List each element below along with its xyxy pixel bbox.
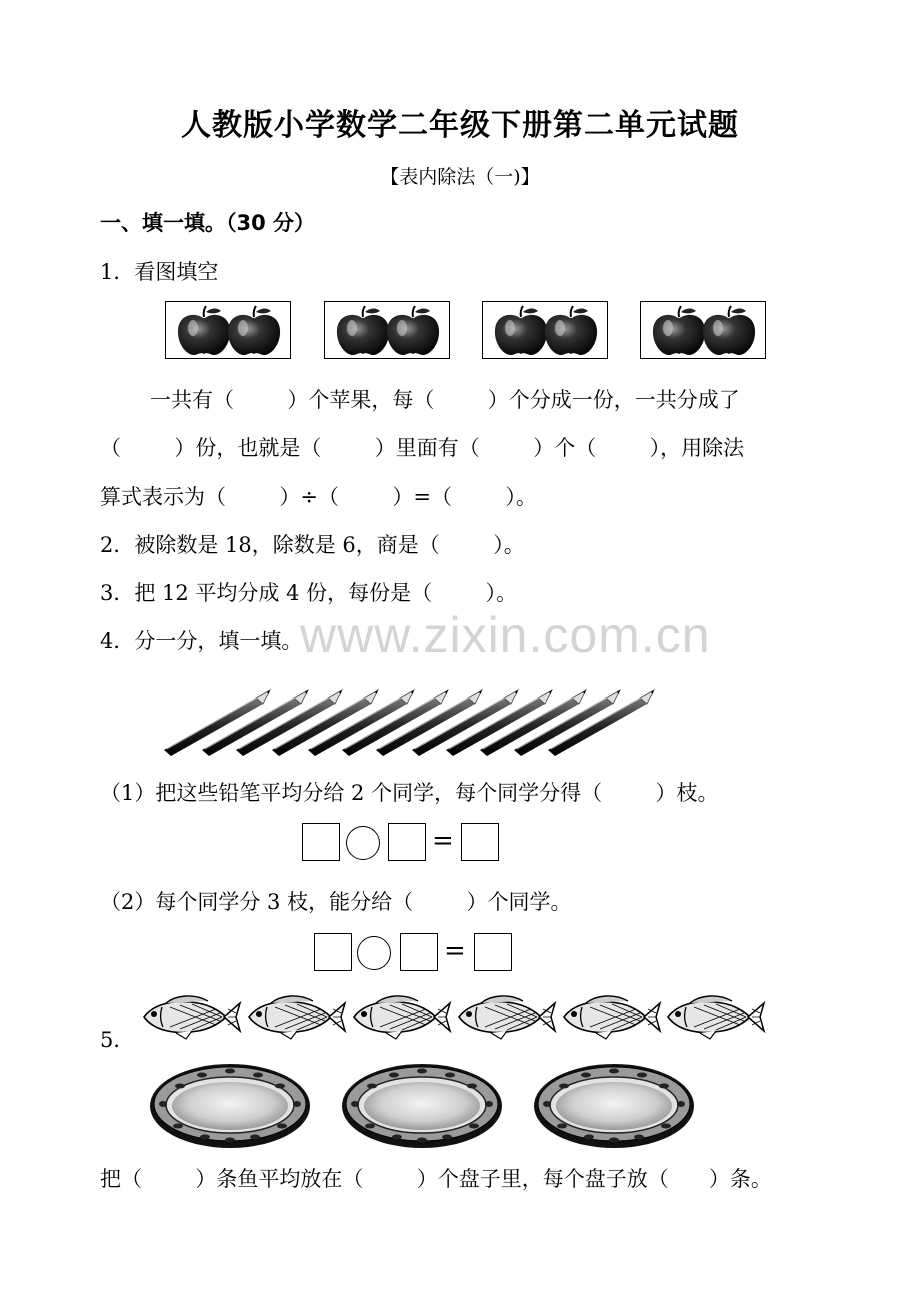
question-2: 2．被除数是 18，除数是 6，商是（ ）。 bbox=[100, 533, 525, 557]
question-4-label: 4．分一分，填一填。 bbox=[100, 629, 303, 653]
answer-box[interactable] bbox=[400, 933, 438, 971]
plate-icon bbox=[534, 1064, 694, 1148]
fish-icon bbox=[564, 996, 660, 1039]
page-subtitle: 【表内除法（一)】 bbox=[380, 166, 540, 188]
section-heading: 一、填一填。（30 分） bbox=[100, 211, 316, 235]
plates-illustration bbox=[150, 1064, 700, 1152]
fish-icon bbox=[459, 996, 555, 1039]
equals-sign: = bbox=[444, 936, 466, 966]
question-3: 3．把 12 平均分成 4 份，每份是（ ）。 bbox=[100, 581, 518, 605]
operator-circle[interactable] bbox=[346, 826, 380, 860]
answer-box[interactable] bbox=[474, 933, 512, 971]
page-title: 人教版小学数学二年级下册第二单元试题 bbox=[181, 108, 739, 143]
operator-circle[interactable] bbox=[357, 936, 391, 970]
apple-group bbox=[165, 301, 291, 359]
answer-box[interactable] bbox=[461, 823, 499, 861]
fish-illustration bbox=[136, 992, 768, 1042]
apple-icon bbox=[483, 302, 607, 358]
answer-box[interactable] bbox=[388, 823, 426, 861]
apple-group bbox=[324, 301, 450, 359]
plate-icon bbox=[342, 1064, 502, 1148]
answer-box[interactable] bbox=[302, 823, 340, 861]
fish-icon bbox=[144, 996, 240, 1039]
question-1-line-1: 一共有（ ）个苹果，每（ ）个分成一份，一共分成了 bbox=[150, 388, 740, 412]
question-4-sub-2: （2）每个同学分 3 枝，能分给（ ）个同学。 bbox=[100, 890, 572, 914]
apple-icon bbox=[166, 302, 290, 358]
question-5-text: 把（ ）条鱼平均放在（ ）个盘子里，每个盘子放（ ）条。 bbox=[100, 1167, 772, 1191]
fish-icon bbox=[668, 996, 764, 1039]
apple-group bbox=[482, 301, 608, 359]
apple-icon bbox=[325, 302, 449, 358]
fish-icon bbox=[354, 996, 450, 1039]
question-1-line-2: （ ）份，也就是（ ）里面有（ ）个（ ），用除法 bbox=[100, 436, 745, 460]
question-5-label: 5． bbox=[100, 1028, 135, 1052]
question-1-line-3: 算式表示为（ ）÷（ ）=（ ）。 bbox=[100, 485, 537, 509]
watermark: www.zixin.com.cn bbox=[300, 607, 711, 663]
equals-sign: = bbox=[432, 826, 454, 856]
answer-box[interactable] bbox=[314, 933, 352, 971]
pencils-illustration bbox=[160, 672, 680, 756]
question-4-sub-1: （1）把这些铅笔平均分给 2 个同学，每个同学分得（ ）枝。 bbox=[100, 781, 719, 805]
fish-icon bbox=[249, 996, 345, 1039]
plate-icon bbox=[150, 1064, 310, 1148]
apple-icon bbox=[641, 302, 765, 358]
question-1-label: 1．看图填空 bbox=[100, 260, 219, 284]
apple-group bbox=[640, 301, 766, 359]
